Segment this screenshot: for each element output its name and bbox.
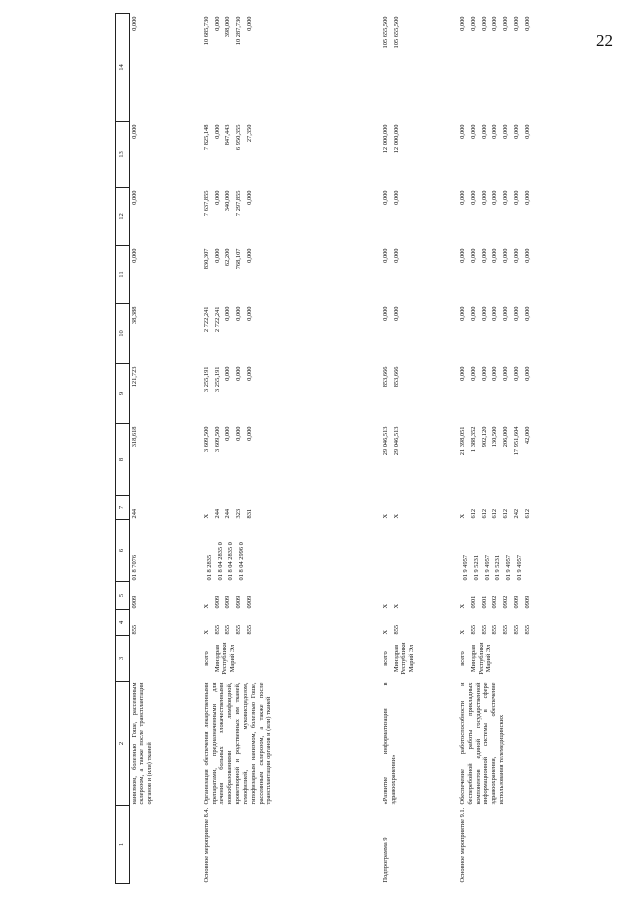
value-line: 612 [502, 508, 510, 519]
executor-cell [381, 636, 458, 682]
value-cell [202, 188, 381, 246]
value-line: 0,000 [458, 248, 466, 263]
value-line: 0,000 [392, 190, 400, 205]
value-line: 01 8 7076 [130, 554, 138, 581]
executor-line: Минздрав Республики Марий Эл [469, 642, 493, 675]
value-line: 0909 [224, 595, 232, 609]
value-line: 27,350 [246, 124, 254, 143]
value-line: 0,000 [480, 16, 488, 31]
value-cell [381, 188, 458, 246]
value-line: 3 255,191 [202, 366, 210, 393]
value-line: 01 9 4957 [505, 554, 513, 581]
program-name-cell: Основное мероприятие 9.1. [458, 807, 466, 883]
value-line: 0,000 [512, 124, 520, 139]
value-line: 3 609,500 [202, 426, 210, 453]
value-cell [129, 188, 202, 246]
value-line: 6 950,355 [235, 124, 243, 151]
value-line: 853,666 [392, 366, 400, 388]
value-line: 7 825,148 [202, 124, 210, 151]
column-header: 10 [116, 304, 130, 364]
value-cell [129, 520, 202, 582]
value-line: 12 000,000 [381, 124, 389, 154]
value-cell [381, 246, 458, 304]
value-line: 2 722,241 [213, 306, 221, 333]
value-line: 0,000 [491, 248, 499, 263]
value-line: 0,000 [235, 306, 243, 321]
value-cell [381, 582, 458, 610]
value-line: 612 [523, 508, 531, 519]
value-line: 206,000 [502, 426, 510, 448]
value-line: 612 [480, 508, 488, 519]
executor-line: Минздрав Республики Марий Эл [213, 642, 237, 675]
value-line: X [458, 603, 466, 609]
value-line: 0,000 [491, 366, 499, 381]
value-line: 318,618 [130, 426, 138, 448]
executor-line: всего [202, 651, 210, 666]
value-line: 0,000 [246, 190, 254, 205]
value-line: 0909 [523, 595, 531, 609]
value-line: 0,000 [523, 124, 531, 139]
column-header: 8 [116, 424, 130, 496]
executor-line: Минздрав Республики Марий Эл [392, 642, 416, 675]
value-line: X [381, 629, 389, 635]
column-header: 7 [116, 496, 130, 520]
value-cell [129, 364, 202, 424]
value-line: 7 637,855 [202, 190, 210, 217]
value-line: 853,666 [381, 366, 389, 388]
column-header: 2 [116, 682, 130, 806]
value-line: 0,000 [480, 190, 488, 205]
value-cell [129, 610, 202, 636]
value-line: 830,307 [202, 248, 210, 270]
value-line: 0,000 [458, 366, 466, 381]
value-line: 855 [246, 624, 254, 635]
value-line: X [458, 629, 466, 635]
value-line: 0909 [246, 595, 254, 609]
value-line: 0,000 [502, 190, 510, 205]
value-line: 0,000 [213, 248, 221, 263]
value-line: 0,000 [246, 306, 254, 321]
value-line: 0,000 [502, 124, 510, 139]
value-cell [458, 246, 639, 304]
program-name-cell [129, 806, 202, 884]
value-cell [202, 122, 381, 188]
value-line: 0,000 [480, 366, 488, 381]
column-header: 14 [116, 14, 130, 122]
value-line: 612 [491, 508, 499, 519]
value-line: 0,000 [480, 248, 488, 263]
value-cell [381, 424, 458, 496]
value-line: 0901 [480, 595, 488, 609]
value-line: 0,000 [491, 16, 499, 31]
value-line: 768,107 [235, 248, 243, 270]
value-line: 398,000 [224, 16, 232, 38]
value-line: 10 685,730 [202, 16, 210, 46]
value-line: 340,000 [224, 190, 232, 212]
description-cell: нанизмом, болезнью Гоше, рассеянным склерозом, а также после трансплантации органов и (или) тканей [130, 682, 154, 805]
value-cell [381, 304, 458, 364]
column-header: 4 [116, 610, 130, 636]
value-line: 21 398,051 [458, 426, 466, 456]
value-line: 0,000 [502, 16, 510, 31]
value-line: 855 [469, 624, 477, 635]
value-cell [129, 246, 202, 304]
value-line: 01 8 2835 [205, 554, 213, 581]
value-cell [202, 364, 381, 424]
header-row [116, 14, 130, 884]
value-line: 855 [213, 624, 221, 635]
value-line: 0909 [235, 595, 243, 609]
value-cell [129, 304, 202, 364]
description-cell: «Развитие информатизации в здравоохранении» [381, 682, 397, 805]
value-cell [129, 496, 202, 520]
value-line: 0902 [491, 595, 499, 609]
value-line: 0,000 [512, 366, 520, 381]
value-line: 0,000 [246, 16, 254, 31]
value-line: 0,000 [469, 366, 477, 381]
value-line: 855 [491, 624, 499, 635]
value-line: 0,000 [491, 306, 499, 321]
value-line: 612 [469, 508, 477, 519]
value-line: 0,000 [469, 190, 477, 205]
value-line: 244 [224, 508, 232, 519]
value-line: 0,000 [469, 124, 477, 139]
value-line: 0,000 [523, 190, 531, 205]
value-cell [458, 122, 639, 188]
value-line: 2 722,241 [202, 306, 210, 333]
value-line: 0,000 [213, 16, 221, 31]
value-line: 0,000 [130, 190, 138, 205]
value-line: 29 046,513 [381, 426, 389, 456]
value-line: 0,000 [480, 124, 488, 139]
value-line: 42,000 [523, 426, 531, 445]
value-cell [381, 496, 458, 520]
value-line: 0,000 [512, 248, 520, 263]
value-line: 0,000 [469, 16, 477, 31]
value-cell [458, 14, 639, 122]
value-line: 855 [130, 624, 138, 635]
value-line: 0,000 [130, 16, 138, 31]
rotated-table-container [115, 14, 639, 884]
value-line: 0,000 [246, 366, 254, 381]
page-number: 22 [596, 31, 613, 50]
value-cell [381, 122, 458, 188]
value-line: 0,000 [512, 16, 520, 31]
value-line: 01 9 4957 [461, 554, 469, 581]
value-cell [458, 582, 639, 610]
value-line: 0,000 [480, 306, 488, 321]
value-line: 855 [392, 624, 400, 635]
executor-line: всего [381, 651, 389, 666]
value-line: 0,000 [224, 426, 232, 441]
executor-line: всего [458, 651, 466, 666]
table-body [129, 14, 639, 884]
value-line: 01 9 5231 [494, 554, 502, 581]
value-line: 38,388 [130, 306, 138, 325]
value-cell [458, 304, 639, 364]
value-line: 0,000 [381, 306, 389, 321]
value-line: 855 [523, 624, 531, 635]
value-line: 01 9 4957 [515, 554, 523, 581]
value-cell [202, 424, 381, 496]
value-line: X [202, 629, 210, 635]
value-line: 242 [512, 508, 520, 519]
column-header: 3 [116, 636, 130, 682]
value-line: X [202, 513, 210, 519]
value-line: 01 8 04 2835 0 [216, 542, 224, 581]
value-line: 0,000 [523, 248, 531, 263]
value-line: 0,000 [502, 306, 510, 321]
value-line: 244 [213, 508, 221, 519]
value-line: 0,000 [523, 306, 531, 321]
value-line: 0909 [130, 595, 138, 609]
value-line: 0,000 [523, 366, 531, 381]
value-line: 01 8 04 2996 0 [238, 542, 246, 581]
value-cell [458, 188, 639, 246]
value-line: 0902 [502, 595, 510, 609]
value-cell [458, 364, 639, 424]
table-row [129, 14, 202, 884]
value-line: 0,000 [458, 306, 466, 321]
value-line: 855 [502, 624, 510, 635]
value-line: 29 046,513 [392, 426, 400, 456]
value-line: 62,200 [224, 248, 232, 267]
value-line: 0,000 [469, 248, 477, 263]
column-header: 6 [116, 520, 130, 582]
value-cell [458, 520, 639, 582]
executor-cell [202, 636, 381, 682]
value-line: X [392, 513, 400, 519]
value-cell [458, 424, 639, 496]
value-cell [202, 14, 381, 122]
value-cell [381, 14, 458, 122]
table-row [458, 14, 639, 884]
table-row [381, 14, 458, 884]
budget-table [115, 13, 639, 884]
value-line: 1 388,352 [469, 426, 477, 453]
value-line: 0,000 [213, 190, 221, 205]
value-line: 0,000 [224, 366, 232, 381]
value-line: 0909 [213, 595, 221, 609]
value-line: 0,000 [491, 124, 499, 139]
value-line: 0,000 [502, 248, 510, 263]
value-line: 855 [512, 624, 520, 635]
value-line: 12 000,000 [392, 124, 400, 154]
value-cell [202, 496, 381, 520]
value-cell [458, 610, 639, 636]
value-line: 3 609,500 [213, 426, 221, 453]
value-line: 0,000 [235, 366, 243, 381]
value-cell [202, 304, 381, 364]
value-line: 105 655,500 [381, 16, 389, 49]
value-line: 0,000 [502, 366, 510, 381]
value-line: 0901 [469, 595, 477, 609]
value-line: 0909 [512, 595, 520, 609]
value-line: 855 [480, 624, 488, 635]
value-line: 10 287,730 [235, 16, 243, 46]
value-line: 01 8 04 2835 0 [227, 542, 235, 581]
value-line: 0,000 [381, 190, 389, 205]
value-line: 0,000 [381, 248, 389, 263]
value-line: 847,443 [224, 124, 232, 146]
value-line: 3 255,191 [213, 366, 221, 393]
value-line: 121,723 [130, 366, 138, 388]
value-line: 130,500 [491, 426, 499, 448]
value-line: 01 9 5231 [472, 554, 480, 581]
column-header: 12 [116, 188, 130, 246]
value-line: 0,000 [392, 306, 400, 321]
description-cell: Обеспечение работоспособности и бесперебойной работы прикладных компонентов единой государственной информационной системы в сфере здравоохранения, обеспечение использования телемедицинских [458, 682, 505, 805]
value-cell [202, 246, 381, 304]
value-line: 0,000 [512, 190, 520, 205]
column-header: 5 [116, 582, 130, 610]
value-cell [202, 582, 381, 610]
column-header: 9 [116, 364, 130, 424]
value-cell [202, 520, 381, 582]
value-line: 855 [235, 624, 243, 635]
value-line: 105 655,500 [392, 16, 400, 49]
value-line: 0,000 [392, 248, 400, 263]
value-line: 0,000 [458, 124, 466, 139]
column-header: 11 [116, 246, 130, 304]
value-line: 0,000 [213, 124, 221, 139]
value-line: 0,000 [130, 124, 138, 139]
value-line: 323 [235, 508, 243, 519]
column-header: 13 [116, 122, 130, 188]
value-cell [381, 364, 458, 424]
executor-cell [129, 636, 202, 682]
value-line: X [458, 513, 466, 519]
value-line: 0,000 [246, 426, 254, 441]
executor-cell [458, 636, 639, 682]
value-line: X [381, 603, 389, 609]
value-cell [129, 122, 202, 188]
value-line: 0,000 [130, 248, 138, 263]
value-line: 244 [130, 508, 138, 519]
value-cell [458, 496, 639, 520]
value-cell [129, 582, 202, 610]
value-cell [129, 14, 202, 122]
program-name-cell: Подпрограмма 9 [381, 837, 389, 883]
value-cell [381, 520, 458, 582]
value-line: 855 [224, 624, 232, 635]
value-line: 831 [246, 508, 254, 519]
value-line: 17 951,604 [512, 426, 520, 456]
value-line: 0,000 [491, 190, 499, 205]
value-line: 902,120 [480, 426, 488, 448]
program-name-cell: Основное мероприятие 8.4. [202, 807, 210, 883]
table-row [202, 14, 381, 884]
value-line: 7 297,855 [235, 190, 243, 217]
column-header: 1 [116, 806, 130, 884]
value-line: X [202, 603, 210, 609]
value-line: 0,000 [512, 306, 520, 321]
value-line: 0,000 [469, 306, 477, 321]
value-line: 0,000 [523, 16, 531, 31]
value-cell [202, 610, 381, 636]
value-cell [381, 610, 458, 636]
value-line: 0,000 [246, 248, 254, 263]
value-line: 0,000 [224, 306, 232, 321]
value-line: 01 9 4957 [483, 554, 491, 581]
value-cell [129, 424, 202, 496]
value-line: X [381, 513, 389, 519]
value-line: 0,000 [458, 190, 466, 205]
value-line: 0,000 [458, 16, 466, 31]
value-line: 0,000 [235, 426, 243, 441]
value-line: X [392, 603, 400, 609]
description-cell: Организация обеспечения лекарственными препаратами, предназначенными для лечения больных злокачественными новообразованиями лимфоидной, кроветворной и родственных им тканей, гемофилией, муковисцидозом, гипофизарным нанизмом, болезнью Гоше, рассеянным склерозом, а также после трансплантации органов и (или) тканей [202, 682, 273, 805]
